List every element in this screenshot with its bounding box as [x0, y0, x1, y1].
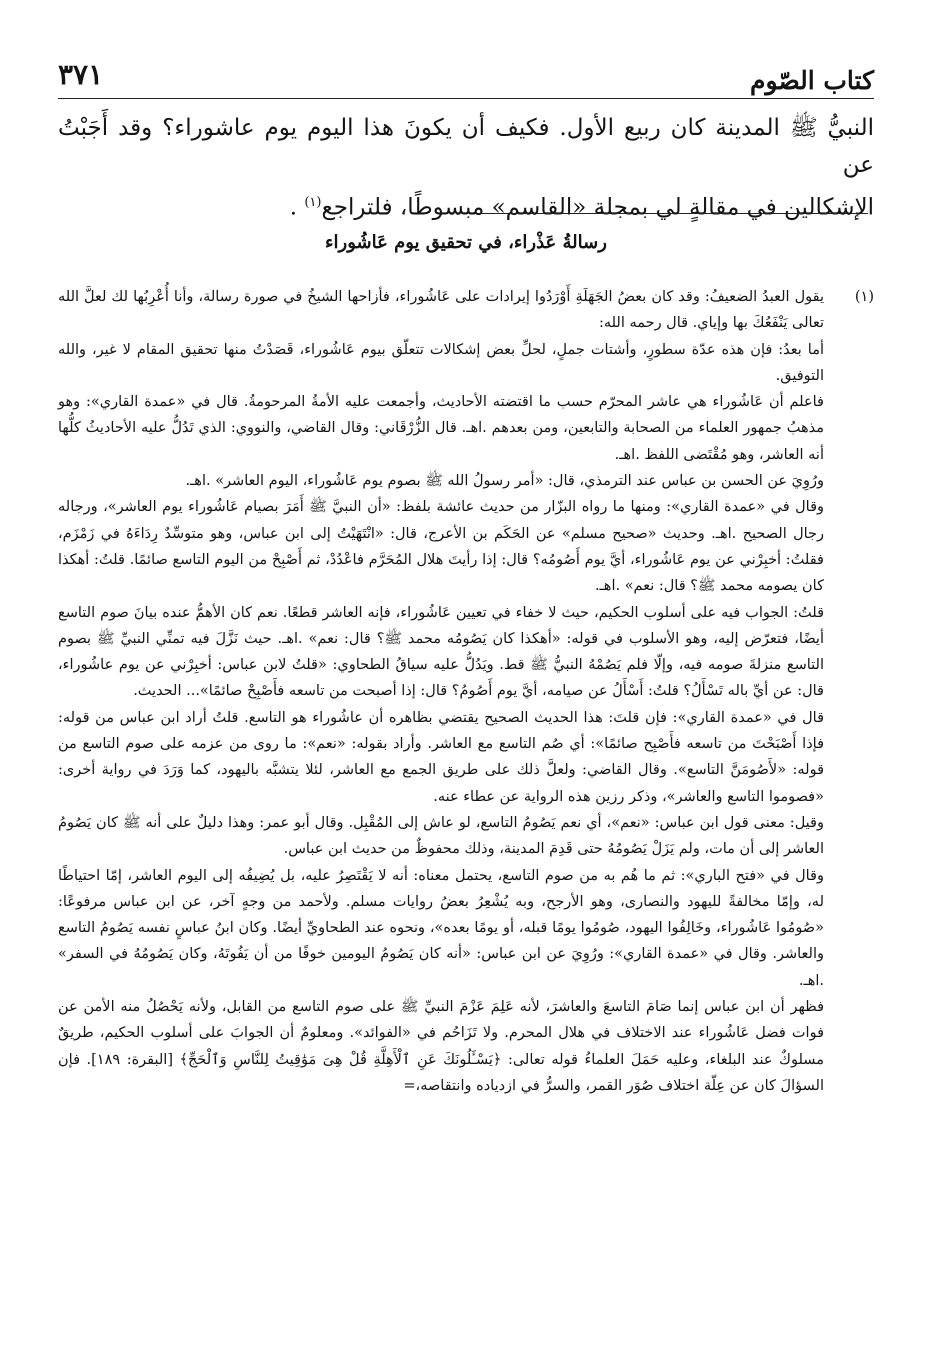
main-line-2-text: الإشكالين في مقالةٍ لي بمجلة «القاسم» مبسوطًا، فلتراجع [321, 194, 874, 221]
footnote-paragraph: قلتُ: الجواب فيه على أسلوب الحكيم، حيث لا خفاء في تعيين عَاشُوراء، فإنه العاشر قطعًا. نعم كان الأهمُّ عنده بيانَ صوم التاسع أيضًا، فتعرّض إليه، وهو الأسلوب في قوله: «أهكذا كان يَصُومُه محمد ﷺ؟ قال: نعم» .اهـ. حيث نَزَّلَ فيه تمنِّي النبيِّ ﷺ بصوم التاسع منزلةَ صومه فيه، وإلّا فلم يَصُمْهُ النبيُّ ﷺ قط. ويَدُلُّ عليه سياقُ الطحاوي: «قلتُ لابن عباس: أخبِرْني عن يوم عاشُوراء، قال: عن أيِّ باله تَسْأَلُ؟ قلتُ: أَسْأَلُ عن صيامه، أيَّ يوم أَصُومُ؟ قال: إذا أصبحت من تاسعه فأَصْبِحْ صائمًا»... الحديث. [58, 604, 824, 700]
footnote-reference[interactable]: (١) [304, 195, 322, 210]
footnote-body [58, 284, 824, 1099]
main-line-2-end: . [289, 194, 298, 221]
footnote-paragraph: ورُوِيَ عن الحسن بن عباس عند الترمذي، قال: «أمر رسولُ الله ﷺ بصوم يوم عَاشُوراء، اليوم العاشر» .اهـ. [185, 473, 824, 490]
footnote-paragraph: فظهر أن ابن عباس إنما صَامَ التاسعَ والعاشرَ، لأنه عَلِمَ عَزْمَ النبيِّ ﷺ على صوم التاسع من القابل، ولأنه يَحْصُلُ منه الأمن عن فوات فضل عَاشُوراء عند الاختلاف في هلال المحرم. ولا تَزَاحُم في «الفوائد». ومعلومٌ أن الجوابَ على أسلوب الحكيم، طريقٌ مسلوكٌ عند البلغاء، وعليه حَمَلَ العلماءُ قوله تعالى: ﴿يَسْـَٔلُونَكَ عَنِ ٱلْأَهِلَّةِ قُلْ هِىَ مَوَٰقِيتُ لِلنَّاسِ وَٱلْحَجِّ﴾ [البقرة: ١٨٩]. فإن السؤالَ كان عن عِلّة اختلاف صُوَر القمر، والسرُّ في ازدياده وانتقاصه،= [58, 999, 824, 1094]
footnote-paragraph: وقيل: معنى قول ابن عباس: «نعم»، أي نعم يَصُومُ التاسع، لو عاش إلى المُقْبِل. وقال أبو عمر: وهذا دليلٌ على أنه ﷺ كان يَصُومُ العاشر إلى أن مات، ولم يَزَلْ يَصُومُهُ حتى قَدِمَ المدينة، وذلك محفوظٌ من حديث ابن عباس. [58, 814, 824, 858]
main-line-2 [58, 184, 874, 227]
main-text [58, 110, 874, 227]
footnote [58, 284, 874, 1099]
page-header [58, 52, 874, 98]
book-title: كتاب الصّوم [750, 66, 874, 95]
footnote-paragraph: قال في «عمدة القاري»: فإن قلتَ: هذا الحديث الصحيح يقتضي بظاهره أن عاشُوراء هو التاسع. قلتُ أراد ابن عباس من قوله: فإذا أَصْبَحْتَ من تاسعه فأَصْبِح صائمًا»: أي صُم التاسع مع العاشر. وأراد بقوله: «نعم»: ما روى من عزمه على صوم التاسع من قوله: «لأَصُومَنَّ التاسع». وقال القاضي: ولعلَّ ذلك على طريق الجمع مع العاشر، لئلا يتشبَّه باليهود، كما وَرَدَ في رواية أخرى: «فصوموا التاسع والعاشر»، وذكر رزين هذه الرواية عن عطاء عنه. [58, 709, 824, 805]
footnote-paragraph: فاعلم أن عَاشُوراء هي عاشر المحرّم حسب ما اقتضته الأحاديث، وأجمعت عليه الأمةُ المرحومةُ. قال في «عمدة القاري»: وهو مذهبُ جمهور العلماء من الصحابة والتابعين، ومن بعدهم .اهـ. قال الزُّرْقَاني: وقال القاضي، والنووي: الذي تَدُلُّ عليه الأحاديثُ كلُّها أنه العاشر، وهو مُقْتَضى اللفظ .اهـ. [58, 394, 824, 463]
footnote-paragraph: وقال في «عمدة القاري»: ومنها ما رواه البزّار من حديث عائشة بلفظ: «أن النبيَّ ﷺ أَمَرَ بصيام عَاشُوراء يوم العاشر»، ورجاله رجال الصحيح .اهـ. وحديث «صحيح مسلم» عن الحَكَم بن الأعرج، قال: «انْتَهَيْتُ إلى ابن عباس، وهو متوسِّدٌ رِدَاءَهُ في زَمْزَم، فقلتُ: أخبِرْني عن يوم عَاشُوراء، أيَّ يوم أَصُومُه؟ قال: إذا رأيتَ هلال المُحَرَّم فاعْدُدْ، ثم أَصْبِحْ من اليوم التاسع صائمًا. قلتُ: أهكذا كان يصومه محمد ﷺ؟ قال: نعم» .اهـ. [58, 499, 824, 595]
footnote-title: رسالةُ عَذْراء، في تحقيق يوم عَاشُوراء [325, 232, 607, 253]
footnote-paragraph: أما بعدُ: فإن هذه عدّة سطورٍ، وأشتات جملٍ، لحلِّ بعض إشكالات تتعلّق بيوم عَاشُوراء، قَصَدْتُ منها تحقيق المقام لا غير، والله التوفيق. [58, 341, 824, 384]
footnote-paragraph: يقول العبدُ الضعيفُ: وقد كان بعضُ الجَهَلَةِ أَوْرَدُوا إيرادات على عَاشُوراء، فأزاحها الشيخُ في صورة رسالة، وأنا أُعْرِبُها لك لعلَّ الله تعالى يَنْفَعُكَ بها وإياي. قال رحمه الله: [58, 289, 824, 332]
page-number: ٣٧١ [58, 58, 104, 91]
footnote-marker: (١) [854, 289, 874, 305]
footnote-paragraph: وقال في «فتح الباري»: ثم ما هُم به من صوم التاسع، يحتمل معناه: أنه لا يَقْتَصِرُ عليه، بل يُضِيفُه إلى اليوم العاشر، إمّا احتياطًا له، وإمّا مخالفةً لليهود والنصارى، وهو الأرجح، وبه يُشْعِرُ بعضُ روايات مسلم. ولأحمد من وجهٍ آخر، عن ابن عباس مرفوعًا: «صُومُوا عَاشُوراء، وخَالِفُوا اليهود، صُومُوا يومًا قبله، أو يومًا بعده»، ونحوه عند الطحاويِّ أيضًا. وكان ابنُ عباسٍ نفسه يَصُومُ التاسع والعاشر. وقال في «عمدة القاري»: ورُوِيَ عن ابن عباس: «أنه كان يَصُومُ اليومين خوفًا من أن يَفُوتَهُ، وكان يَصُومُهُ في السفر» .اهـ. [58, 867, 824, 989]
main-line-1: النبيُّ ﷺ المدينة كان ربيع الأول. فكيف أن يكونَ هذا اليوم يوم عاشوراء؟ وقد أَجَبْتُ عن [58, 115, 874, 178]
header-divider [58, 98, 874, 99]
footnote-divider [478, 213, 868, 214]
